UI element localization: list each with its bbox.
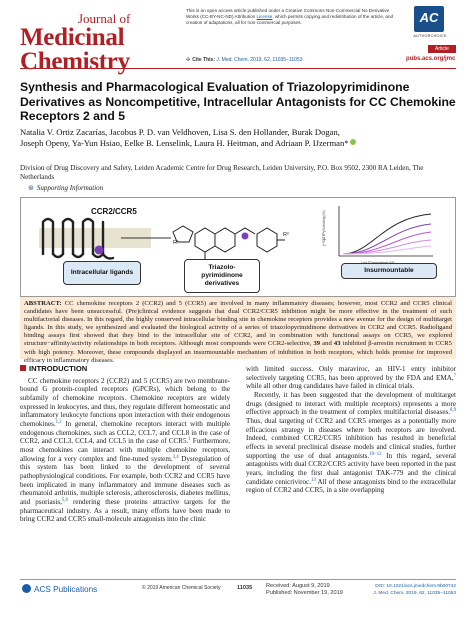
open-access-notice (186, 8, 398, 26)
author-list (20, 127, 456, 149)
acs-publications-text: ACS Publications (34, 585, 98, 594)
journal-website-link[interactable]: pubs.acs.org/jmc (406, 56, 456, 62)
intro-p1-c: Furthermore, most chemokines can interact with multiple chemokine receptors, allowing for a very complex and fine-tuned system. (20, 437, 230, 463)
intro-paragraph-1-cont (246, 365, 456, 391)
header-rule (20, 68, 456, 69)
notice-text-post: , which permits copying and redistribution of the article, and creation of adaptations, all for non-commercial purposes. (186, 14, 394, 25)
author-line-2-text: Joseph Openy, Ya-Yun Hsiao, Eelke B. Lenselink, Laura H. Heitman, and Adriaan P. IJzerman* (20, 138, 349, 149)
license-link[interactable]: License (256, 14, 273, 19)
compound-43: 43 (333, 340, 341, 348)
citation-link[interactable]: J. Med. Chem. 2019, 62, 11035−11053 (216, 57, 303, 63)
supporting-info-icon: ⊛ (28, 184, 34, 192)
ligand-dot (95, 246, 104, 255)
acs-logo-icon (22, 584, 31, 593)
journal-title (20, 12, 130, 74)
reference-link[interactable]: 10−12 (369, 451, 382, 457)
response-plot (339, 206, 433, 256)
reference-link[interactable]: 8,9 (450, 408, 456, 414)
page-number: 11035 (237, 585, 253, 591)
publication-dates (266, 583, 343, 598)
toc-intracellular-label (63, 261, 141, 285)
author-choice-caption: AUTHORCHOICE (413, 34, 447, 38)
notice-license-code: CC-BY-NC-ND (201, 14, 232, 19)
reference-link[interactable]: 1 (188, 437, 191, 443)
abstract-label: ABSTRACT: (24, 300, 62, 307)
curve-control (343, 214, 431, 254)
reference-link[interactable]: 3,4 (172, 454, 179, 460)
toc-compound-line1: Triazolo- (208, 264, 236, 271)
supporting-info-label: Supporting Information (36, 184, 104, 192)
author-line-2 (20, 138, 456, 149)
intro-r-p2-a: Recently, it has been suggested that the development of multitarget drugs (designed to interact with multiple receptors) represents a more effective approach in the treatment of complex multifactorial diseases. (246, 390, 456, 417)
doi-link[interactable]: DOI: 10.1021/acs.jmedchem.9b00742 (375, 584, 456, 589)
abstract-text-b: and (320, 340, 334, 348)
acs-publications-logo[interactable] (22, 584, 97, 594)
intro-r-p1-b: while all other drug candidates have failed in clinical trials. (246, 382, 415, 391)
toc-insurmountable-label (341, 263, 437, 279)
body-column-left (20, 365, 230, 524)
reference-link[interactable]: 1,2 (55, 419, 62, 425)
reference-link[interactable]: 5,6 (61, 497, 68, 503)
intro-r-p2-b: Thus, dual targeting of CCR2 and CCR5 emerges as a potentially more efficacious strategy in diseases where both receptors are involved. Indeed, combined CCR2/CCR5 inhibition has resulted in beneficial effects in several preclinical disease models and clinical studies, further supporting the use of dual antagonists. (246, 416, 456, 460)
article-type-badge: Article (428, 45, 456, 53)
orcid-icon[interactable] (350, 139, 356, 145)
intro-p1-a: CC chemokine receptors 2 (CCR2) and 5 (CCR5) are two membrane-bound G protein-coupled receptors (GPCRs), which belong to the subfamily of chemokine receptors. Chemokine receptors are widely expressed in leukocytes, and thus, they regulate different homeostatic and inflammatory leukocyte functions upon interaction with their endogenous chemokines. (20, 376, 230, 428)
toc-r2-label: R² (283, 232, 289, 238)
intro-p1-b: In general, chemokine receptors interact with multiple endogenous chemokines, such as CCL2, CCL7, and CCL8 in the case of CCR2, and CCL3, CCL4, and CCL5 in the case of CCR5. (20, 419, 230, 446)
cite-label: Cite This: (192, 57, 215, 63)
abstract-text-a: CC chemokine receptors 2 (CCR2) and 5 (CCR5) are involved in many inflammatory diseases; however, most CCR2 and CCR5 clinical candidates have been unsuccessful. (Pre)clinical evidence suggests that dual CCR2/CCR5 inhibition might be more effective in the treatment of such multifactorial diseases. In this regard, the highly conserved intracellular binding site in chemokine receptors provides a new avenue for the design of multitarget ligands. In this study, we synthesized and evaluated the biological activity of a series of triazolopyrimidinone derivatives in CCR2 and CCR5. Radioligand binding assays first showed that they bind to the intracellular site of CCR2, and in combination with functional assays on CCR5, we explored structure−affinity/activity relationships in both receptors. Although most compounds were CCR2-selective, (24, 300, 452, 348)
toc-insurmountable-text: Insurmountable (364, 267, 414, 274)
intro-r-p2-d: All of these antagonists bind to the extracellular region of CCR2 and CCR5, in a site overlapping (246, 477, 456, 495)
toc-r1-label: R¹ (173, 240, 179, 246)
author-choice-logo-text: AC (419, 10, 439, 25)
body-column-right (246, 365, 456, 495)
toc-compound-line2: pyrimidinone (201, 272, 243, 279)
journal-title-line2: Medicinal (20, 24, 125, 51)
affiliation: Division of Drug Discovery and Safety, Leiden Academic Centre for Drug Research, Leiden University, P.O. Box 9502, 2300 RA Leiden, The Netherlands (20, 164, 424, 182)
copyright: © 2019 American Chemical Society (142, 585, 221, 591)
intro-p1-d: Dysregulation of this system has been linked to the development of several pathophysiological conditions. For example, both CCR2 and CCR5 have been implicated in many inflammatory and immune diseases such as rheumatoid arthritis, multiple sclerosis, atherosclerosis, diabetes mellitus, and psoriasis, (20, 454, 231, 506)
notice-text: This is an open access article published under a Creative Commons Non-Commercial No Derivative Works ( (186, 8, 390, 19)
curve-series-1 (343, 224, 431, 254)
published-date: Published: November 19, 2019 (266, 590, 343, 597)
author-choice-logo (414, 6, 444, 32)
intro-paragraph-2 (246, 391, 456, 495)
intro-r-p2-c: In this regard, several antagonists with dual CCR2/CCR5 activity have been reported in the past years, including the first dual antagonist TAK-779 and the clinical candidate cenicriviroc. (246, 451, 457, 486)
abstract (20, 297, 456, 364)
plot-y-label: [³⁵S]GTPγS binding (%) (322, 210, 326, 246)
intro-r-p1-a: with limited success. Only maraviroc, an HIV-1 entry inhibitor selectively targeting CCR5, has been approved by the FDA and EMA, (246, 365, 456, 382)
supporting-information-link[interactable] (28, 184, 103, 192)
reference-link[interactable]: 7 (453, 373, 456, 379)
toc-compound-label (184, 259, 260, 293)
toc-compound-line3: derivatives (204, 280, 240, 287)
section-heading-introduction (20, 365, 230, 374)
molecule-structure (173, 226, 285, 260)
section-marker-icon (20, 365, 26, 371)
compound-39: 39 (313, 340, 321, 348)
notice-text-mid: ) Attribution (231, 14, 257, 19)
journal-title-line1: Journal of (78, 11, 131, 26)
cite-icon: ✣ (186, 57, 191, 63)
toc-receptor-label: CCR2/CCR5 (91, 207, 137, 216)
toc-compound-text (201, 264, 242, 288)
abstract-text-c: inhibited β-arrestin recruitment in CCR5 with high potency. Moreover, these compounds displayed an insurmountable mechanism of inhibition in both receptors, which holds promise for improved efficacy in inflammatory diseases. (24, 340, 452, 364)
reference-link[interactable]: 13 (310, 477, 316, 483)
received-date: Received: August 9, 2019 (266, 583, 330, 589)
doi-info (362, 584, 456, 597)
journal-title-line3: Chemistry (20, 48, 130, 75)
intro-p1-e: rendering these proteins attractive targets for the pharmaceutical industry. As a result, many efforts have been made to bring CCR2 and CCR5 small-molecule antagonists into the clinic (20, 497, 230, 524)
footer-rule (20, 579, 456, 580)
footer-citation: J. Med. Chem. 2019, 62, 11035−11053 (373, 590, 456, 596)
intro-paragraph-1 (20, 377, 230, 524)
section-heading-text: INTRODUCTION (29, 364, 88, 373)
toc-intracellular-text: Intracellular ligands (70, 269, 134, 276)
paper-title: Synthesis and Pharmacological Evaluation of Triazolopyrimidinone Derivatives as Noncompetitive, Intracellular Antagonists for CC Chemokine Receptors 2 and 5 (20, 80, 456, 123)
molecule-highlight-dot (242, 233, 249, 240)
toc-graphic (20, 197, 456, 297)
author-line-1: Natalia V. Ortiz Zacarías, Jacobus P. D. van Veldhoven, Lisa S. den Hollander, Burak Dogan, (20, 127, 340, 137)
